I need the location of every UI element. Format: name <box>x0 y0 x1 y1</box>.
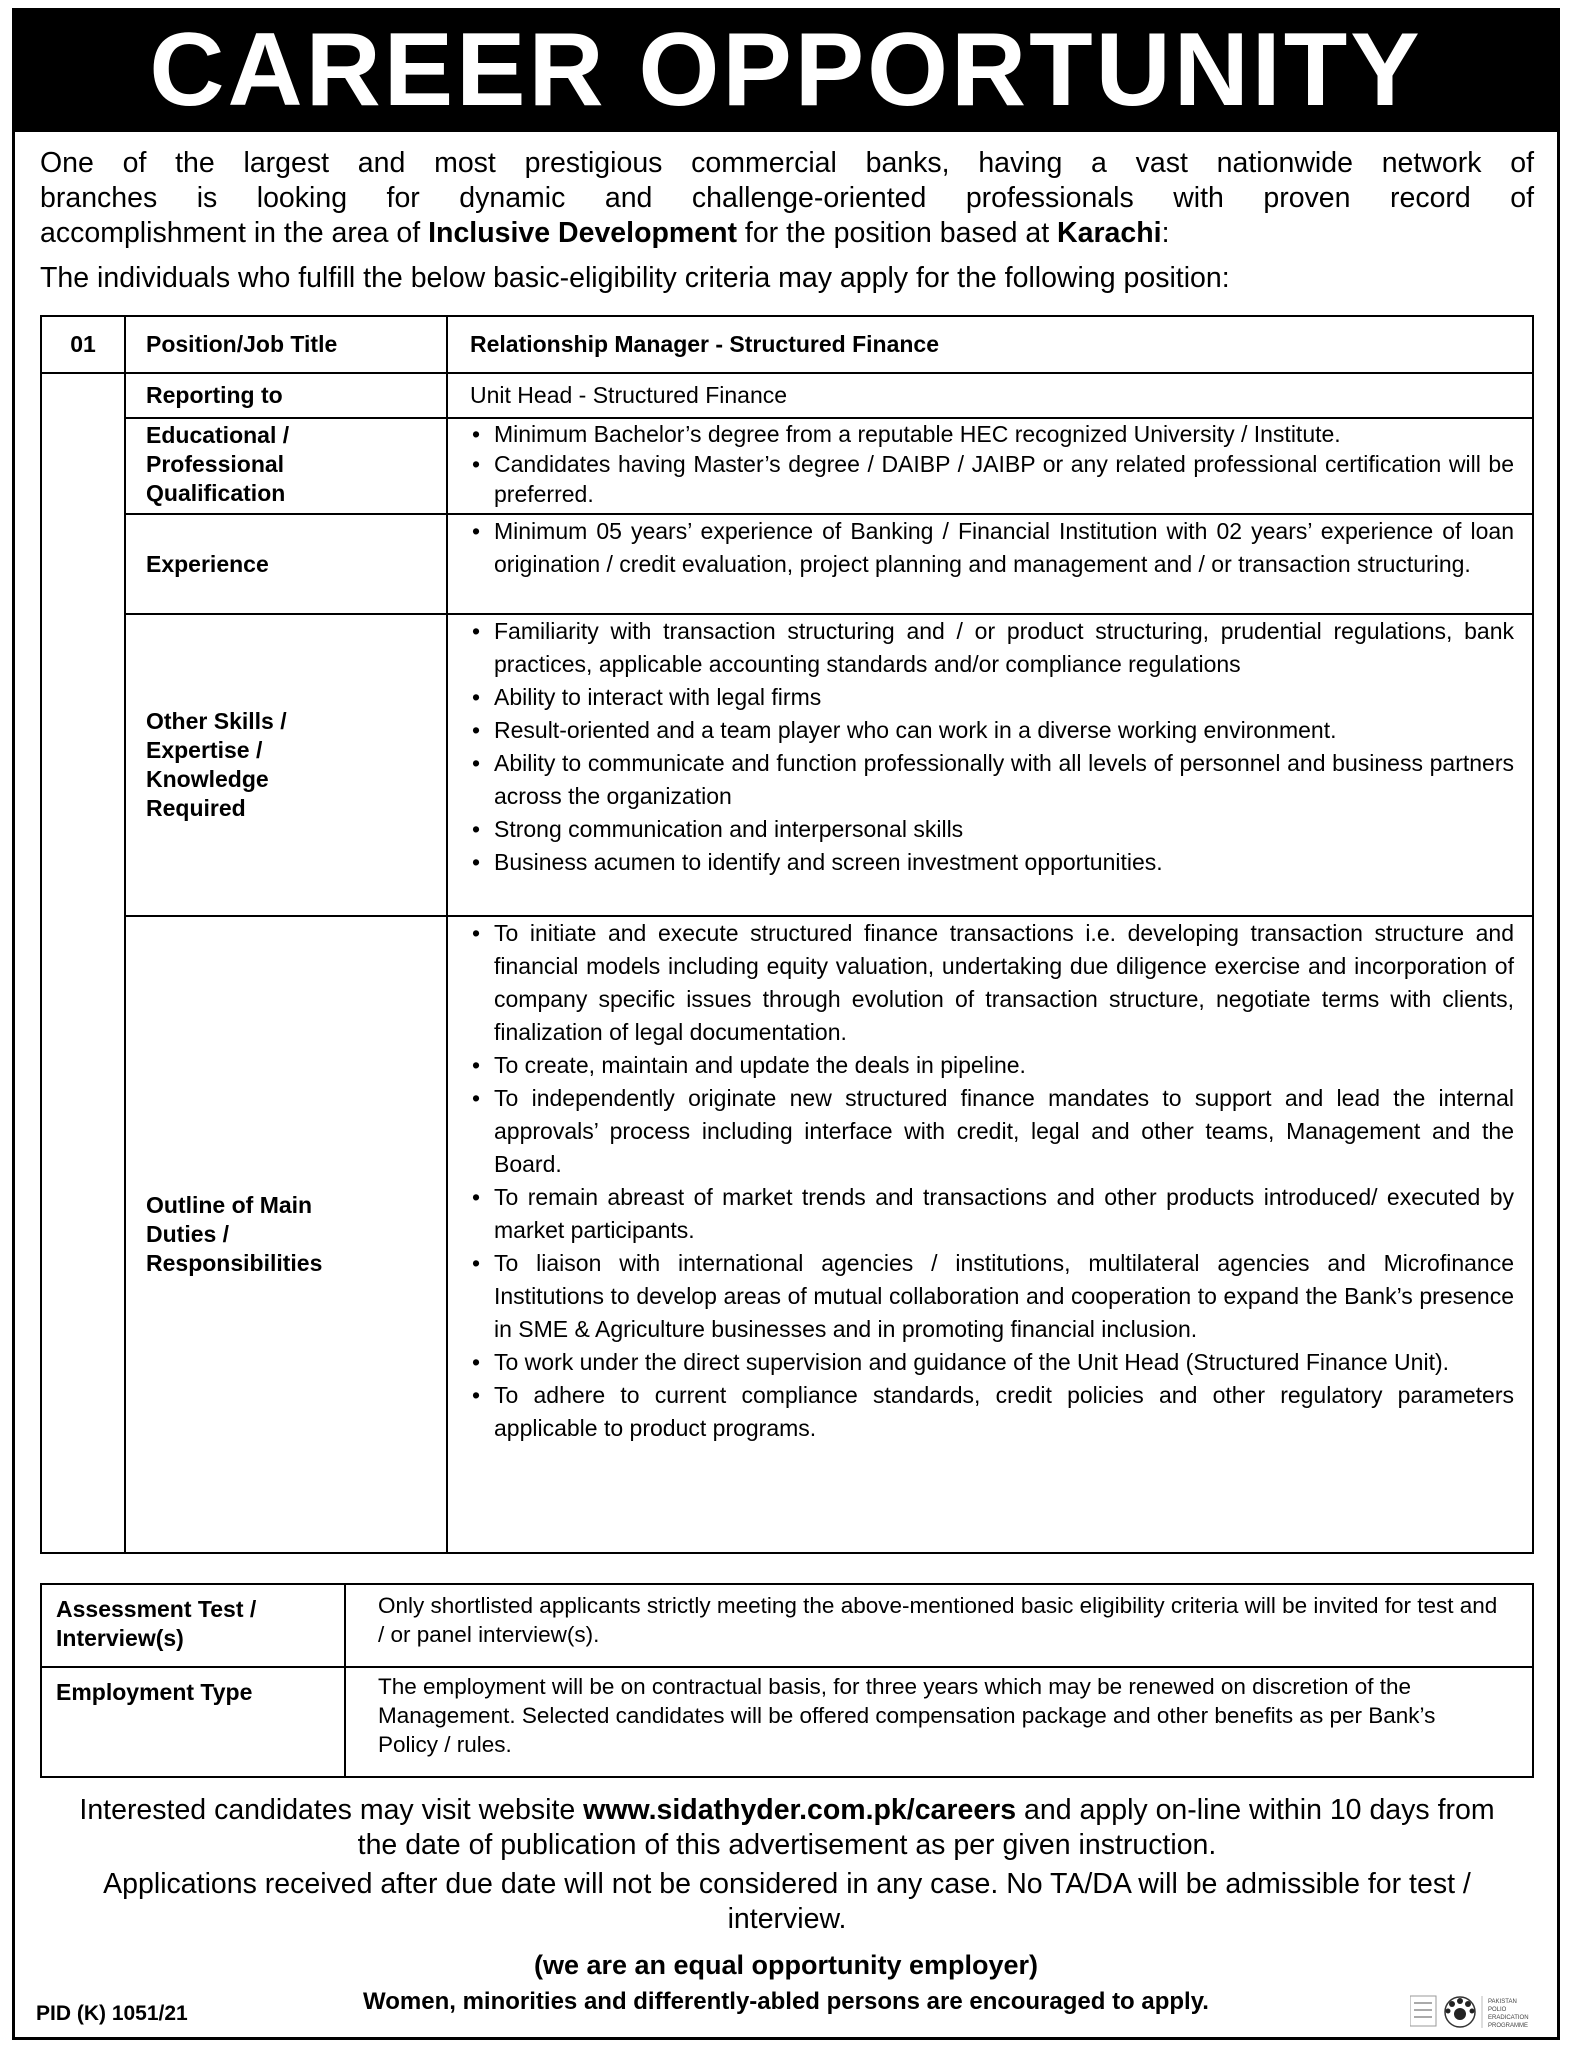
value-education <box>447 418 1533 514</box>
terms-table <box>40 1583 1534 1778</box>
label-experience: Experience <box>125 514 447 614</box>
list-item: • Result-oriented and a team player who can work in a diverse working environment. <box>470 714 1514 747</box>
polio-programme-logo <box>1410 1990 1550 2034</box>
apply-instructions: Interested candidates may visit website www.sidathyder.com.pk/careers and apply on-line within 10 days from the date of publication of this advertisement as per given instruction. <box>79 1794 1495 1861</box>
list-item: • Business acumen to identify and screen investment opportunities. <box>470 846 1514 879</box>
row-duties <box>41 916 1533 1553</box>
list-item: • Familiarity with transaction structuring and / or product structuring, prudential regulations, bank practices, applicable accounting standards and/or compliance regulations <box>470 615 1514 681</box>
value-title: Relationship Manager - Structured Finance <box>447 316 1533 373</box>
row-employment <box>41 1667 1533 1777</box>
equal-opportunity-note: (we are an equal opportunity employer) <box>533 1950 1039 1980</box>
svg-text:PAKISTAN: PAKISTAN <box>1488 1999 1517 2005</box>
intro-line-3: accomplishment in the area of Inclusive Development for the position based at Karachi: <box>40 217 1170 249</box>
value-employment: The employment will be on contractual basis, for three years which may be renewed on discretion of the Management. Selected candidates will be offered compensation package and other benefits as per Bank’s Policy / rules. <box>345 1667 1533 1777</box>
row-education <box>41 418 1533 514</box>
row-assessment <box>41 1584 1533 1667</box>
pid-code: PID (K) 1051/21 <box>36 2002 188 2025</box>
list-item: • Strong communication and interpersonal skills <box>470 813 1514 846</box>
list-item: • To work under the direct supervision and guidance of the Unit Head (Structured Finance Unit). <box>470 1346 1514 1379</box>
label-duties: Outline of Main Duties / Responsibilities <box>125 916 447 1553</box>
list-item: • Ability to communicate and function professionally with all levels of personnel and business partners across the organization <box>470 747 1514 813</box>
position-table <box>40 315 1534 1554</box>
value-reporting: Unit Head - Structured Finance <box>447 373 1533 418</box>
list-item: • To remain abreast of market trends and transactions and other products introduced/ executed by market participants. <box>470 1181 1514 1247</box>
value-skills <box>447 614 1533 916</box>
svg-text:PROGRAMME: PROGRAMME <box>1488 2023 1529 2029</box>
encouragement-note: Women, minorities and differently-abled persons are encouraged to apply. <box>363 1988 1209 2015</box>
label-reporting: Reporting to <box>125 373 447 418</box>
row-reporting <box>41 373 1533 418</box>
number-spacer <box>41 373 125 1553</box>
row-title <box>41 316 1533 373</box>
list-item: • Minimum Bachelor’s degree from a reputable HEC recognized University / Institute. <box>470 419 1514 449</box>
label-skills: Other Skills / Expertise / Knowledge Required <box>125 614 447 916</box>
list-item: • To liaison with international agencies / institutions, multilateral agencies and Microfinance Institutions to develop areas of mutual collaboration and cooperation to expand the Bank’s presence in SME & Agriculture businesses and in promoting financial inclusion. <box>470 1247 1514 1346</box>
list-item: • To create, maintain and update the deals in pipeline. <box>470 1049 1514 1082</box>
label-employment: Employment Type <box>41 1667 345 1777</box>
svg-text:POLIO: POLIO <box>1488 2007 1507 2013</box>
svg-text:ERADICATION: ERADICATION <box>1488 2015 1529 2021</box>
list-item: • To initiate and execute structured finance transactions i.e. developing transaction structure and financial models including equity valuation, undertaking due diligence exercise and incorporation of company specific issues through evolution of transaction structure, negotiate terms with clients, finalization of legal documentation. <box>470 917 1514 1049</box>
intro-line-2: branches is looking for dynamic and challenge-oriented professionals with proven record of <box>40 182 1534 214</box>
label-education: Educational / Professional Qualification <box>125 418 447 514</box>
intro-line-1: One of the largest and most prestigious commercial banks, having a vast nationwide network of <box>40 147 1534 179</box>
list-item: • Candidates having Master’s degree / DAIBP / JAIBP or any related professional certification will be preferred. <box>470 449 1514 509</box>
polio-logo-icon <box>1410 1990 1550 2034</box>
value-experience <box>447 514 1533 614</box>
row-skills <box>41 614 1533 916</box>
list-item: • To independently originate new structured finance mandates to support and lead the internal approvals’ process including interface with credit, legal and other teams, Management and the Board. <box>470 1082 1514 1181</box>
page-title: CAREER OPPORTUNITY <box>12 8 1560 132</box>
position-number: 01 <box>41 316 125 373</box>
value-duties <box>447 916 1533 1553</box>
late-applications-note: Applications received after due date will not be considered in any case. No TA/DA will be admissible for test / interview. <box>103 1868 1471 1935</box>
value-assessment: Only shortlisted applicants strictly meeting the above-mentioned basic eligibility criteria will be invited for test and / or panel interview(s). <box>345 1584 1533 1667</box>
list-item: • To adhere to current compliance standards, credit policies and other regulatory parameters applicable to product programs. <box>470 1379 1514 1445</box>
eligibility-statement: The individuals who fulfill the below basic-eligibility criteria may apply for the following position: <box>40 262 1230 294</box>
list-item: • Ability to interact with legal firms <box>470 681 1514 714</box>
list-item: • Minimum 05 years’ experience of Banking / Financial Institution with 02 years’ experience of loan origination / credit evaluation, project planning and management and / or transaction structuring. <box>470 515 1514 581</box>
row-experience <box>41 514 1533 614</box>
label-assessment: Assessment Test / Interview(s) <box>41 1584 345 1667</box>
website-link[interactable]: www.sidathyder.com.pk/careers <box>583 1794 1017 1826</box>
label-title: Position/Job Title <box>125 316 447 373</box>
